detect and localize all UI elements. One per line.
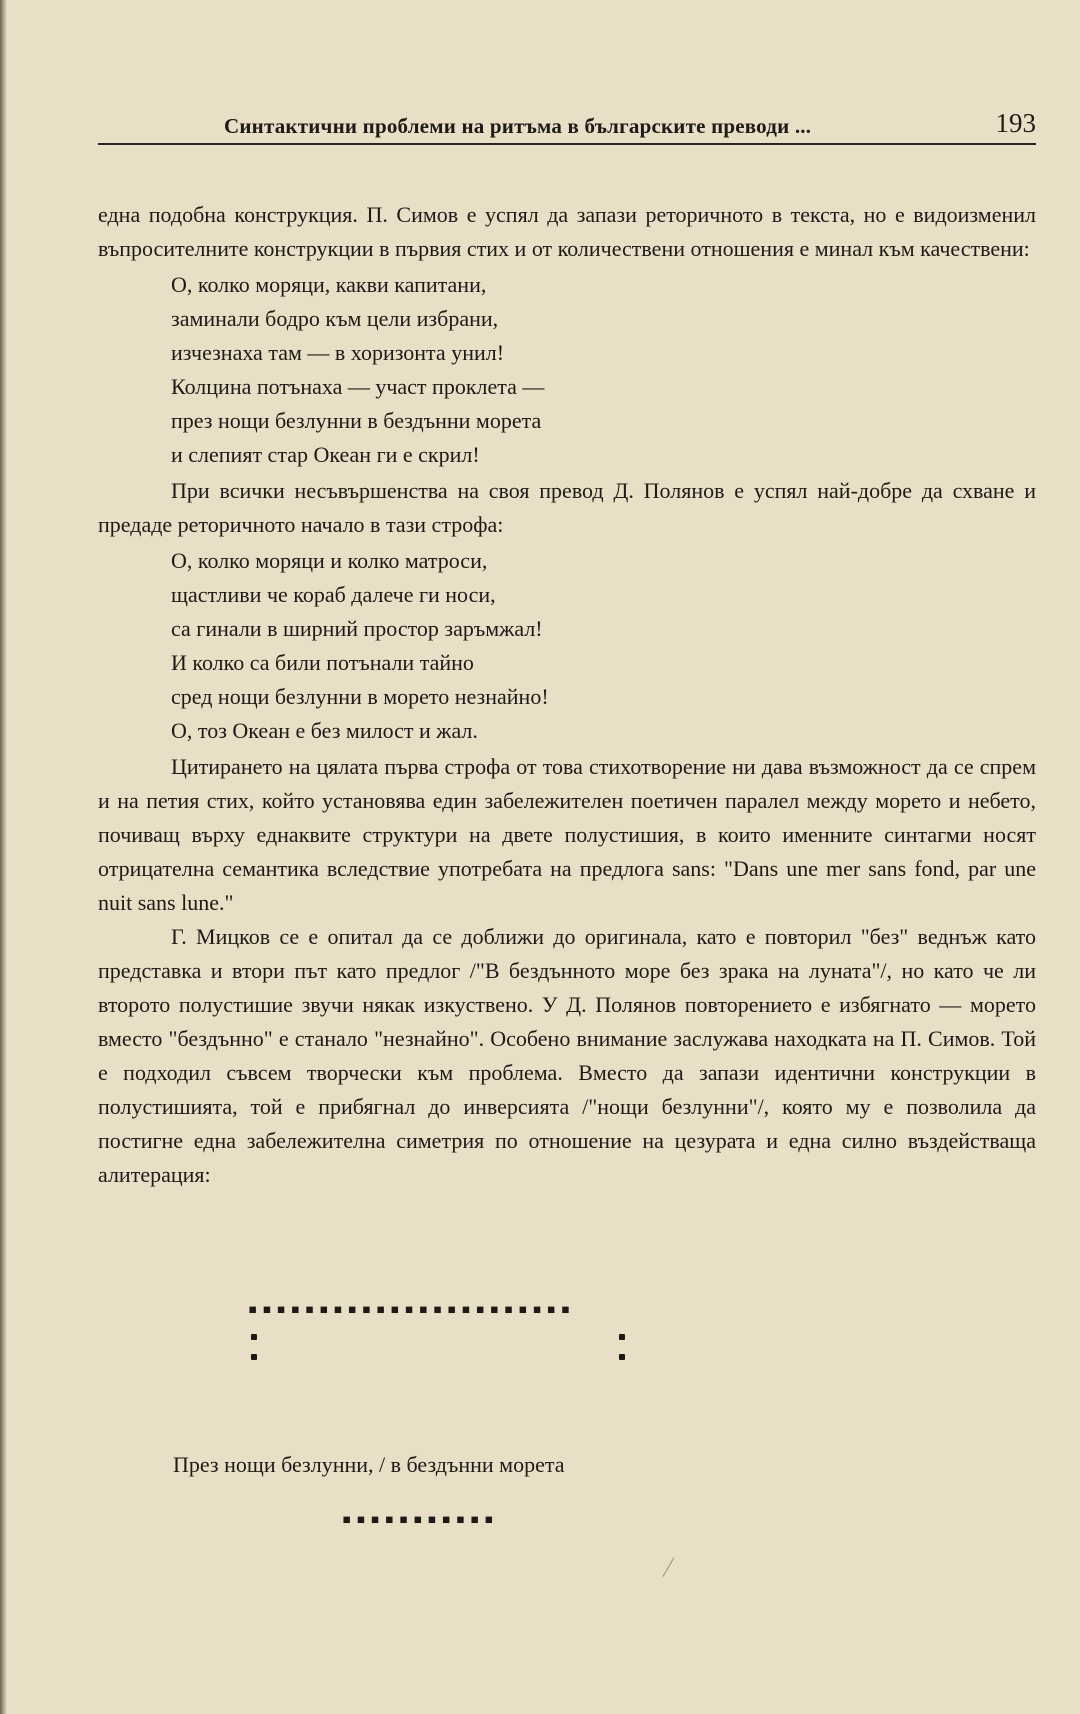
verse-line: и слепият стар Океан ги е скрил! [171,442,480,467]
running-title: Синтактични проблеми на ритъма в българските преводи ... [224,114,812,138]
paragraph-2: При всички несъвършенства на своя превод Д. Полянов е успял най-добре да схване и предаде реторичното начало в тази строфа: [98,478,1036,537]
verse-line: заминали бодро към цели избрани, [171,306,499,331]
scheme-dot [619,1354,625,1360]
verse-line: О, колко моряци, какви капитани, [171,272,487,297]
verse-simov [171,268,1036,472]
scheme-verse-line: През нощи безлунни, / в бездънни морета [173,1452,565,1477]
verse-line: щастливи че кораб далече ги носи, [171,582,496,607]
book-spine-shadow [0,0,7,1714]
alliteration-scheme [98,1295,1036,1540]
scheme-dot [251,1354,257,1360]
scheme-bottom-dots: ▪▪▪▪▪▪▪▪▪▪▪ [342,1505,499,1534]
page-number: 193 [995,108,1036,138]
verse-line: са гинали в ширний простор заръмжал! [171,616,543,641]
header-rule [98,143,1036,145]
scheme-top-dots: ▪▪▪▪▪▪▪▪▪▪▪▪▪▪▪▪▪▪▪▪▪▪▪ [248,1295,575,1324]
verse-line: сред нощи безлунни в морето незнайно! [171,684,549,709]
verse-line: през нощи безлунни в бездънни морета [171,408,542,433]
verse-polyanov [171,544,1036,748]
verse-line: изчезнаха там — в хоризонта унил! [171,340,505,365]
verse-line: О, тоз Океан е без милост и жал. [171,718,478,743]
scheme-dot [619,1334,625,1340]
paragraph-4: Г. Мицков се е опитал да се доближи до оригинала, като е повторил "без" веднъж като представка и втори път като предлог /"В бездънното море без зрака на луната"/, но като че ли второто полустишие звучи някак изкуствено. У Д. Полянов повторението е избягнато — морето вместо "бездънно" е станало "незнайно". Особено внимание заслужава находката на П. Симов. Той е подходил съвсем творчески към проблема. Вместо да запази идентични конструкции в полустишията, той е прибягнал до инверсията /"нощи безлунни"/, която му е позволила да постигне една забележителна симетрия по отношение на цезурата и една силно въздействаща алитерация: [98,924,1036,1187]
paper-mark [663,1557,675,1577]
verse-line: Колцина потънаха — участ проклета — [171,374,545,399]
verse-line: И колко са били потънали тайно [171,650,474,675]
scheme-dot [251,1334,257,1340]
paragraph-3: Цитирането на цялата първа строфа от това стихотворение ни дава възможност да се спрем и на петия стих, който установява един забележителен поетичен паралел между морето и небето, почиващ върху еднаквите структури на двете полустишия, в които именните синтагми носят отрицателна семантика вследствие употребата на предлога sans: "Dans une mer sans fond, par une nuit sans lune." [98,754,1036,915]
book-page [98,0,1036,1714]
paragraph-1: една подобна конструкция. П. Симов е успял да запази реторичното в текста, но е видоизменил въпросителните конструкции в първия стих и от количествени отношения е минал към качествени: [98,202,1036,261]
verse-line: О, колко моряци и колко матроси, [171,548,488,573]
body-text [98,198,1036,1192]
running-head [98,108,1036,144]
